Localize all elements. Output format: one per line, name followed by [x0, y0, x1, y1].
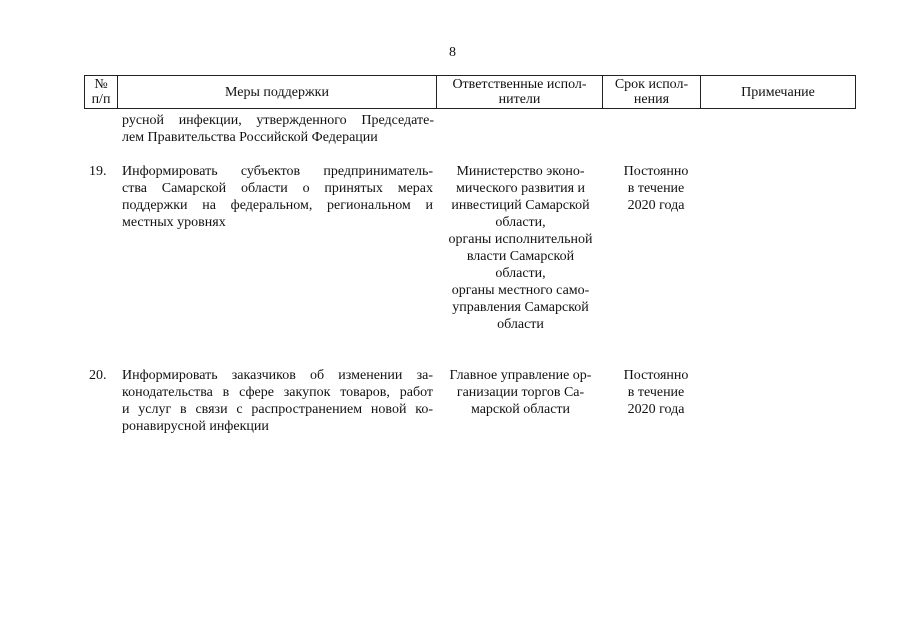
- responsible-line: Министерство эконо-: [456, 164, 585, 179]
- measure-line: местных уровнях: [122, 215, 226, 230]
- responsible-line: власти Самарской: [466, 249, 575, 264]
- responsible-line: органы исполнительной: [448, 232, 593, 247]
- responsible-line: области,: [495, 266, 546, 281]
- responsible-line: Главное управление ор-: [449, 368, 592, 383]
- term-line: в течение: [627, 181, 685, 196]
- measure-line: ства Самарской области о принятых мерах: [122, 181, 433, 196]
- row-term: [610, 367, 702, 418]
- responsible-line: управления Самарской: [452, 300, 589, 315]
- responsible-line: марской области: [470, 402, 571, 417]
- header-responsible: [437, 76, 603, 108]
- header-measures-label: Меры поддержки: [225, 84, 329, 100]
- continuation-text: [122, 112, 434, 146]
- measure-line: Информировать заказчиков об изменении за-: [122, 368, 433, 383]
- header-measures: [118, 76, 437, 108]
- header-note-label: Примечание: [741, 84, 815, 100]
- header-term: [603, 76, 701, 108]
- header-number: [85, 76, 118, 108]
- term-line: 2020 года: [627, 198, 685, 213]
- term-line: Постоянно: [623, 368, 689, 383]
- measure-line: поддержки на федеральном, региональном и: [122, 198, 433, 213]
- header-responsible-line2: нители: [498, 92, 541, 107]
- page-number: 8: [449, 45, 456, 60]
- table-header: [84, 75, 856, 109]
- row-responsible: [438, 367, 603, 418]
- responsible-line: области,: [495, 215, 546, 230]
- row-term: [610, 163, 702, 214]
- header-number-line1: №: [94, 77, 108, 92]
- term-line: Постоянно: [623, 164, 689, 179]
- row-responsible: [438, 163, 603, 333]
- responsible-line: органы местного само-: [451, 283, 590, 298]
- responsible-line: инвестиций Самарской: [451, 198, 590, 213]
- row-measure: [122, 163, 433, 231]
- responsible-line: ганизации торгов Са-: [456, 385, 585, 400]
- term-line: в течение: [627, 385, 685, 400]
- term-line: 2020 года: [627, 402, 685, 417]
- measure-line: Информировать субъектов предприниматель-: [122, 164, 433, 179]
- measure-line: ронавирусной инфекции: [122, 419, 269, 434]
- continuation-line: русной инфекции, утвержденного Председате-: [122, 113, 434, 128]
- row-number: 19.: [89, 164, 107, 179]
- continuation-line: лем Правительства Российской Федерации: [122, 130, 378, 145]
- header-number-line2: п/п: [91, 92, 111, 107]
- responsible-line: области: [497, 317, 544, 332]
- row-number: 20.: [89, 368, 107, 383]
- measure-line: конодательства в сфере закупок товаров, работ: [122, 385, 433, 400]
- row-measure: [122, 367, 433, 435]
- measure-line: и услуг в связи с распространением новой ко-: [122, 402, 433, 417]
- responsible-line: мического развития и: [455, 181, 586, 196]
- header-responsible-line1: Ответственные испол-: [452, 77, 587, 92]
- header-note: [701, 76, 855, 108]
- header-term-line1: Срок испол-: [614, 77, 689, 92]
- header-term-line2: нения: [633, 92, 670, 107]
